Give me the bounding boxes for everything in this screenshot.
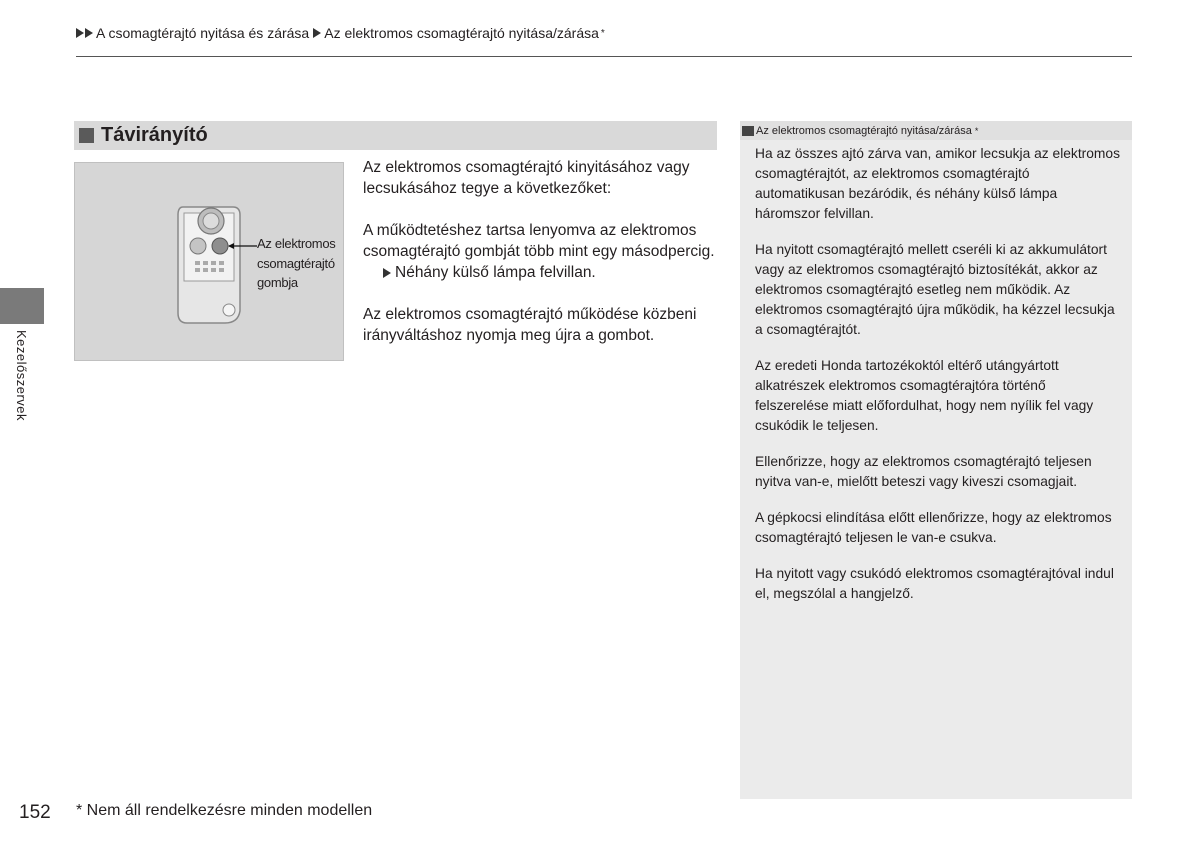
sidebar-heading (740, 121, 1132, 140)
sidebar-heading-text: Az elektromos csomagtérajtó nyitása/zárása (756, 124, 972, 137)
breadcrumb (76, 25, 605, 41)
sidebar-paragraph: Ellenőrizze, hogy az elektromos csomagtérajtó teljesen nyitva van-e, mielőtt beteszi vagy kiveszi csomagjait. (755, 454, 1092, 489)
sidebar-paragraph: Ha nyitott csomagtérajtó mellett cseréli ki az akkumulátort vagy az elektromos csomagtérajtó biztosítékát, akkor az elektromos csomagtérajtó esetleg nem működik. Az elektromos csomagtérajtó újra működik, ha kézzel lecsukja a csomagtérajtót. (755, 242, 1115, 337)
breadcrumb-item[interactable]: A csomagtérajtó nyitása és zárása (96, 25, 310, 41)
footnote-marker: * (600, 27, 605, 39)
result-line (363, 262, 723, 283)
sidebar-paragraph: Ha nyitott vagy csukódó elektromos csomagtérajtóval indul el, megszólal a hangjelző. (755, 566, 1114, 601)
section-title: Távirányító (101, 124, 208, 146)
instruction-paragraph: Az elektromos csomagtérajtó működése közbeni irányváltáshoz nyomja meg újra a gombot. (363, 306, 697, 344)
sidebar-paragraph: A gépkocsi elindítása előtt ellenőrizze, hogy az elektromos csomagtérajtó teljesen le van-e csukva. (755, 510, 1112, 545)
instruction-paragraph: Az elektromos csomagtérajtó kinyitásához vagy lecsukásához tegye a következőket: (363, 159, 690, 197)
sidebar-text (755, 144, 1123, 620)
sidebar-paragraph: Ha az összes ajtó zárva van, amikor lecsukja az elektromos csomagtérajtót, az elektromos csomagtérajtó automatikusan bezáródik, és néhány külső lámpa háromszor felvillan. (755, 146, 1120, 221)
instruction-paragraph: A működtetéshez tartsa lenyomva az elektromos csomagtérajtó gombját több mint egy másodpercig. (363, 222, 715, 260)
sidebar-paragraph: Az eredeti Honda tartozékoktól eltérő utángyártott alkatrészek elektromos csomagtérajtóra történő felszerelése miatt előfordulhat, hogy nem nyílik fel vagy csukódik le teljesen. (755, 358, 1094, 433)
arrow-icon (383, 268, 391, 278)
chapter-label: Kezelőszervek (14, 330, 29, 422)
footnote-marker: * (974, 125, 979, 136)
arrow-icon (85, 28, 93, 38)
breadcrumb-item[interactable]: Az elektromos csomagtérajtó nyitása/zárása (324, 25, 599, 41)
chapter-tab[interactable] (0, 288, 44, 324)
reference-icon (742, 126, 754, 136)
divider (76, 56, 1132, 57)
result-text: Néhány külső lámpa felvillan. (395, 264, 596, 281)
footnote: * Nem áll rendelkezésre minden modellen (76, 802, 373, 819)
square-icon (79, 128, 94, 143)
section-heading (74, 121, 717, 150)
main-content (363, 157, 723, 346)
arrow-icon (76, 28, 84, 38)
arrow-icon (313, 28, 321, 38)
page-number: 152 (19, 802, 51, 823)
figure-callout: Az elektromos csomagtérajtó gombja (257, 236, 336, 290)
